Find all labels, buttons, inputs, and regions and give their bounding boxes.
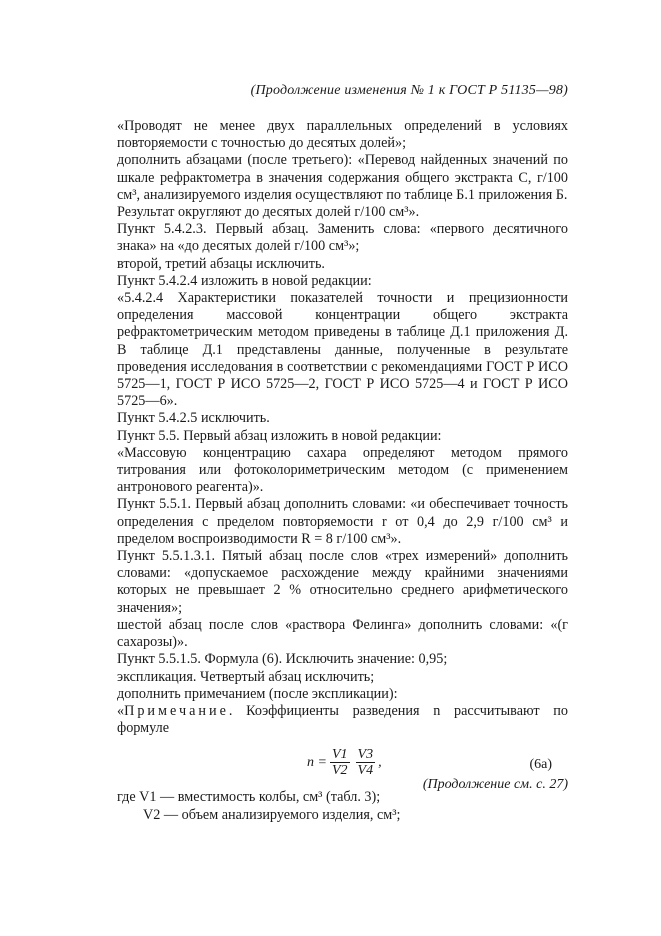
paragraph-2: дополнить абзацами (после третьего): «Перевод найденных значений по шкале рефрактометра в значения содержания общего экстракта С, г/100 см³, анализируемого изделия осуществляют по таблице Б.1 приложения Б.	[117, 152, 568, 203]
paragraph-12: Пункт 5.5.1.3.1. Пятый абзац после слов «трех измерений» дополнить словами: «допускаемое расхождение между крайними значениями которых не превышает 2 % относительно среднего арифметического значения»;	[117, 548, 568, 616]
paragraph-10: «Массовую концентрацию сахара определяют методом прямого титрования или фотоколориметрическим методом (с применением антронового реагента)».	[117, 444, 568, 496]
fraction-v3-v4	[356, 747, 376, 778]
formula-v4: V4	[357, 763, 374, 779]
paragraph-13: шестой абзац после слов «раствора Фелинга» дополнить словами: «(г сахарозы)».	[117, 616, 568, 651]
note-paragraph: «Примечание. Коэффициенты разведения n рассчитывают по формуле	[117, 702, 568, 737]
formula-v3: V3	[357, 747, 374, 763]
formula-lhs: n =	[307, 755, 327, 771]
paragraph-8: Пункт 5.4.2.5 исключить.	[117, 410, 270, 427]
explication-2: V2 — объем анализируемого изделия, см³;	[143, 806, 401, 823]
paragraph-15: экспликация. Четвертый абзац исключить;	[117, 668, 375, 685]
paragraph-9: Пункт 5.5. Первый абзац изложить в новой редакции:	[117, 427, 442, 444]
explication-1: где V1 — вместимость колбы, см³ (табл. 3);	[117, 789, 381, 806]
formula-v2: V2	[331, 763, 348, 779]
running-header: (Продолжение изменения № 1 к ГОСТ Р 51135—98)	[250, 83, 568, 98]
note-text: . Коэффициенты разведения n рассчитывают по формуле	[117, 702, 568, 737]
formula-v1: V1	[331, 747, 348, 763]
formula-expression	[307, 747, 382, 778]
paragraph-7: «5.4.2.4 Характеристики показателей точности и прецизионности определения массовой концентрации общего экстракта рефрактометрическим методом приведены в таблице Д.1 приложения Д. В таблице Д.1 представлены данные, полученные в результате проведения исследования в соответствии с рекомендациями ГОСТ Р ИСО 5725—1, ГОСТ Р ИСО 5725—2, ГОСТ Р ИСО 5725—4 и ГОСТ Р ИСО 5725—6».	[117, 290, 568, 410]
continuation-footer: (Продолжение см. с. 27)	[422, 777, 568, 792]
equation-number: (6а)	[529, 757, 552, 773]
fraction-v1-v2	[330, 747, 350, 778]
paragraph-4: Пункт 5.4.2.3. Первый абзац. Заменить слова: «первого десятичного знака» на «до десятых долей г/100 см³»;	[117, 221, 568, 255]
paragraph-6: Пункт 5.4.2.4 изложить в новой редакции:	[117, 272, 372, 289]
paragraph-16: дополнить примечанием (после экспликации):	[117, 685, 398, 702]
paragraph-5: второй, третий абзацы исключить.	[117, 255, 325, 272]
paragraph-11: Пункт 5.5.1. Первый абзац дополнить словами: «и обеспечивает точность определения с пределом повторяемости r от 0,4 до 2,9 г/100 см³ и пределом воспроизводимости R = 8 г/100 см³».	[117, 496, 568, 547]
note-label: Примечание	[124, 702, 229, 719]
document-body	[117, 118, 568, 824]
paragraph-3: Результат округляют до десятых долей г/100 см³».	[117, 204, 420, 221]
paragraph-14: Пункт 5.5.1.5. Формула (6). Исключить значение: 0,95;	[117, 651, 448, 668]
formula-tail: ,	[378, 755, 382, 771]
paragraph-1: «Проводят не менее двух параллельных определений в условиях повторяемости с точностью до десятых долей»;	[117, 118, 568, 152]
